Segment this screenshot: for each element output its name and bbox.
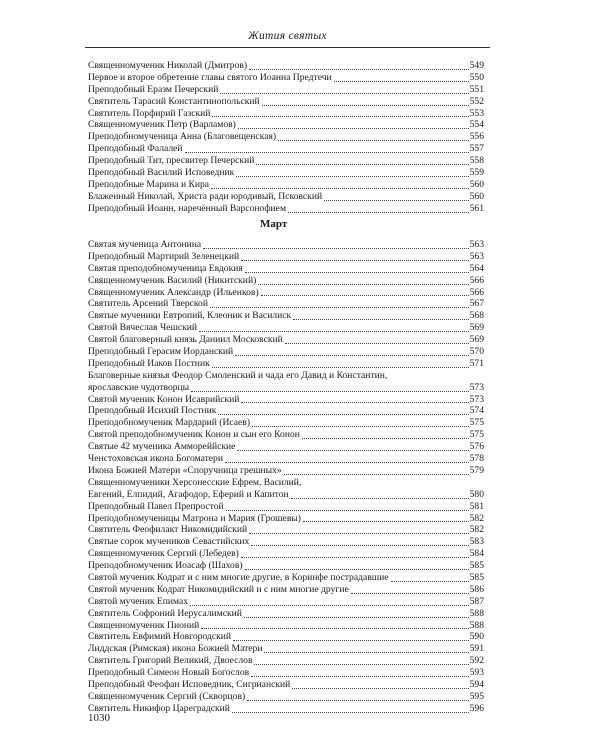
toc-entry-page: 560 — [469, 178, 484, 190]
dot-leader — [233, 640, 469, 641]
toc-entry-page: 561 — [469, 202, 484, 214]
toc-entry-page: 576 — [469, 441, 484, 453]
toc-entry — [88, 394, 484, 406]
dot-leader — [391, 581, 469, 582]
toc-entry-page: 552 — [469, 95, 484, 107]
toc-february-list — [88, 60, 484, 215]
toc-entry — [88, 453, 484, 465]
toc-entry-title: Первое и второе обретение главы святого Иоанна Предтечи — [88, 71, 332, 83]
toc-entry-page: 557 — [469, 143, 484, 155]
toc-entry-page: 551 — [469, 83, 484, 95]
toc-entry-title: Преподобный Еразм Печерский — [88, 83, 219, 95]
toc-entry — [88, 643, 484, 655]
toc-entry — [88, 287, 484, 299]
toc-entry-page: 573 — [469, 381, 484, 393]
toc-entry-title: Евгений, Елпидий, Агафодор, Еферий и Капитон — [88, 488, 289, 500]
toc-entry-title: Святитель Феофилакт Никомидийский — [88, 524, 248, 536]
toc-entry-title: ярославские чудотворцы — [88, 381, 190, 393]
toc-entry-page: 573 — [469, 393, 484, 405]
toc-entry-page: 579 — [469, 464, 484, 476]
toc-entry — [88, 596, 484, 608]
toc-entry-title: Святитель Порфирий Газский — [88, 107, 211, 119]
dot-leader — [247, 700, 468, 701]
dot-leader — [256, 164, 468, 165]
toc-entry — [88, 572, 484, 584]
toc-entry-page: 583 — [469, 536, 484, 548]
toc-entry-page: 590 — [469, 631, 484, 643]
toc-entry — [88, 155, 484, 167]
toc-entry-page: 575 — [469, 417, 484, 429]
toc-entry-page: 592 — [469, 655, 484, 667]
toc-entry — [88, 251, 484, 263]
toc-entry-title: Священномученик Сергий (Скворцов) — [88, 690, 246, 702]
toc-entry-title: Святой Вячеслав Чешский — [88, 322, 198, 334]
toc-entry — [88, 263, 484, 275]
dot-leader — [212, 116, 468, 117]
toc-entry-title: Преподобный Иаков Постник — [88, 357, 210, 369]
toc-entry — [88, 548, 484, 560]
toc-entry-title: Святой мученик Епимах — [88, 595, 189, 607]
dot-leader — [264, 652, 468, 653]
toc-entry-title: Преподобный Павел Препростой — [88, 500, 224, 512]
dot-leader — [291, 498, 469, 499]
toc-entry — [88, 691, 484, 703]
toc-entry — [88, 239, 484, 251]
toc-entry — [88, 429, 484, 441]
toc-entry-title: Икона Божией Матери «Споручница грешных» — [88, 464, 282, 476]
toc-entry-page: 582 — [469, 512, 484, 524]
toc-entry — [88, 620, 484, 632]
toc-entry-title: Блаженный Николай, Христа ради юродивый, Псковский — [88, 190, 323, 202]
dot-leader — [292, 688, 468, 689]
toc-entry-title: Преподобномученик Иоасаф (Шахов) — [88, 560, 243, 572]
toc-entry-page: 569 — [469, 322, 484, 334]
toc-entry — [88, 441, 484, 453]
toc-entry-title: Святой мученик Кодрат Никомидийский и с ним многие другие — [88, 583, 349, 595]
toc-entry-title: Преподобномученик Мардарий (Исаев) — [88, 417, 251, 429]
toc-entry-title: Преподобный Исихий Постник — [88, 405, 217, 417]
toc-entry — [88, 322, 484, 334]
dot-leader — [303, 521, 469, 522]
dot-leader — [254, 664, 468, 665]
toc-entry — [88, 203, 484, 215]
toc-entry — [88, 608, 484, 620]
toc-entry — [88, 417, 484, 429]
toc-entry-page: 595 — [469, 690, 484, 702]
toc-entry-page: 582 — [469, 524, 484, 536]
dot-leader — [237, 450, 468, 451]
toc-entry — [88, 191, 484, 203]
toc-entry-title: Святитель Тарасий Константинопольский — [88, 95, 260, 107]
toc-entry-title: Святой благоверный князь Даниил Московский — [88, 334, 283, 346]
toc-entry-title: Святые 42 мученика Аммореййские — [88, 441, 236, 453]
dot-leader — [220, 93, 468, 94]
toc-entry-page: 567 — [469, 298, 484, 310]
toc-entry — [88, 167, 484, 179]
toc-entry-title: Преподобный Фалалей — [88, 143, 183, 155]
dot-leader — [203, 248, 468, 249]
header-rule — [85, 47, 490, 48]
toc-entry-page: 581 — [469, 500, 484, 512]
toc-entry-title: Лиддская (Римская) икона Божией Матери — [88, 643, 263, 655]
dot-leader — [251, 545, 468, 546]
toc-entry-title: Ченстоховская икона Богоматери — [88, 453, 223, 465]
toc-march-list — [88, 239, 484, 715]
toc-entry-page: 588 — [469, 607, 484, 619]
toc-entry-page: 584 — [469, 548, 484, 560]
toc-entry — [88, 524, 484, 536]
toc-entry — [88, 584, 484, 596]
toc-entry-title: Святой мученик Кодрат и с ним многие другие, в Коринфе пострадавшие — [88, 571, 389, 583]
toc-entry-title: Святая мученица Антонина — [88, 238, 202, 250]
running-header: Жития святых — [248, 30, 327, 42]
toc-entry-title: Святые мученики Евтропий, Клеоник и Василиск — [88, 310, 292, 322]
toc-entry-title: Святая преподобномученица Евдокия — [88, 262, 243, 274]
toc-entry-title: Преподобные Марина и Кира — [88, 178, 210, 190]
toc-entry-page: 559 — [469, 167, 484, 178]
toc-entry-page: 556 — [469, 131, 484, 143]
dot-leader — [225, 462, 469, 463]
toc-entry — [88, 84, 484, 96]
toc-entry — [88, 513, 484, 525]
toc-entry-title: Святой мученик Конон Исаврийский — [88, 393, 240, 405]
toc-entry — [88, 631, 484, 643]
toc-entry — [88, 501, 484, 513]
toc-entry-page: 568 — [469, 310, 484, 322]
dot-leader — [218, 414, 468, 415]
toc-entry-page: 558 — [469, 155, 484, 167]
dot-leader — [185, 152, 469, 153]
toc-entry — [88, 179, 484, 191]
dot-leader — [245, 569, 469, 570]
toc-entry-title: Преподобный Герасим Иорданский — [88, 346, 234, 357]
toc-entry — [88, 108, 484, 120]
dot-leader — [232, 712, 469, 713]
toc-entry-title: Священномученик Сергий (Лебедев) — [88, 548, 239, 560]
toc-entry-title: Священномученик Петр (Варламов) — [88, 119, 236, 131]
dot-leader — [252, 426, 469, 427]
toc-entry — [88, 346, 484, 358]
toc-entry — [88, 275, 484, 287]
toc-entry-page: 580 — [469, 488, 484, 500]
toc-entry — [88, 298, 484, 310]
section-title-march: Март — [260, 218, 288, 230]
toc-entry-page: 569 — [469, 334, 484, 346]
toc-entry-title: Святые сорок мучеников Севастийских — [88, 536, 250, 548]
toc-entry-page: 571 — [469, 357, 484, 369]
dot-leader — [226, 510, 469, 511]
toc-entry-title-line1: Благоверные князья Феодор Смоленский и чада его Давид и Константин, — [88, 369, 388, 381]
dot-leader — [258, 284, 468, 285]
toc-entry — [88, 370, 484, 394]
toc-entry-title: Священномученик Александр (Ильенков) — [88, 286, 259, 298]
toc-entry — [88, 96, 484, 108]
dot-leader — [236, 176, 468, 177]
dot-leader — [244, 617, 469, 618]
dot-leader — [351, 593, 469, 594]
dot-leader — [285, 343, 469, 344]
toc-entry-title: Святой преподобномученик Конон и сын его Конон — [88, 429, 300, 441]
toc-entry-page: 575 — [469, 429, 484, 441]
toc-entry-title: Святитель Евфимий Новгородский — [88, 631, 232, 643]
toc-entry — [88, 310, 484, 322]
toc-entry-title: Преподобный Феофан Исповедник, Сигрианский — [88, 678, 291, 690]
toc-entry — [88, 405, 484, 417]
toc-entry-title: Преподобный Симеон Новый Богослов — [88, 667, 250, 679]
toc-entry-title: Священномученик Пионий — [88, 619, 200, 631]
toc-entry-page: 550 — [469, 71, 484, 83]
toc-entry-page: 574 — [469, 405, 484, 417]
toc-entry-page: 560 — [469, 190, 484, 202]
toc-entry — [88, 655, 484, 667]
toc-entry-page: 587 — [469, 595, 484, 607]
dot-leader — [212, 367, 469, 368]
toc-entry-title: Святитель Софроний Иерусалимский — [88, 607, 242, 619]
toc-entry-title: Святитель Григорий Великий, Двоеслов — [88, 655, 253, 667]
toc-entry-page: 591 — [469, 643, 484, 655]
toc-entry-page: 578 — [469, 453, 484, 465]
dot-leader — [278, 140, 469, 141]
toc-entry — [88, 703, 484, 715]
toc-entry-page: 553 — [469, 107, 484, 119]
toc-entry — [88, 465, 484, 477]
dot-leader — [284, 474, 469, 475]
toc-entry-page: 594 — [469, 678, 484, 690]
dot-leader — [201, 628, 468, 629]
toc-entry — [88, 119, 484, 131]
dot-leader — [199, 331, 469, 332]
dot-leader — [249, 69, 469, 70]
toc-entry-page: 596 — [469, 702, 484, 714]
toc-entry-title: Преподобный Василий Исповедник — [88, 167, 235, 178]
dot-leader — [324, 200, 469, 201]
dot-leader — [191, 391, 468, 392]
dot-leader — [241, 402, 468, 403]
toc-entry — [88, 536, 484, 548]
toc-entry — [88, 60, 484, 72]
dot-leader — [235, 355, 468, 356]
toc-entry-page: 570 — [469, 346, 484, 357]
toc-entry-page: 563 — [469, 250, 484, 262]
toc-entry — [88, 679, 484, 691]
toc-entry-page: 566 — [469, 274, 484, 286]
dot-leader — [211, 188, 469, 189]
toc-entry — [88, 72, 484, 84]
dot-leader — [251, 676, 468, 677]
toc-entry — [88, 358, 484, 370]
dot-leader — [249, 533, 469, 534]
dot-leader — [261, 295, 469, 296]
toc-entry-title: Преподобный Тит, пресвитер Печерский — [88, 155, 255, 167]
dot-leader — [302, 438, 469, 439]
dot-leader — [288, 212, 469, 213]
page-number: 1030 — [88, 712, 110, 724]
toc-entry-title: Священномученик Василий (Никитский) — [88, 274, 257, 286]
dot-leader — [245, 272, 469, 273]
dot-leader — [241, 260, 468, 261]
toc-entry — [88, 667, 484, 679]
toc-entry-title-line1: Священномученики Херсонесские Ефрем, Василий, — [88, 476, 302, 488]
toc-entry-title: Преподобный Мартирий Зеленецкий — [88, 250, 240, 262]
dot-leader — [241, 557, 469, 558]
toc-entry — [88, 477, 484, 501]
toc-entry-title: Святитель Никифор Цареградский — [88, 702, 230, 714]
dot-leader — [210, 307, 469, 308]
toc-entry — [88, 560, 484, 572]
toc-entry-page: 563 — [469, 238, 484, 250]
dot-leader — [334, 81, 469, 82]
toc-entry-page: 593 — [469, 667, 484, 679]
dot-leader — [238, 128, 469, 129]
dot-leader — [190, 605, 469, 606]
toc-entry-page: 549 — [469, 59, 484, 71]
toc-entry-page: 586 — [469, 583, 484, 595]
dot-leader — [293, 319, 468, 320]
toc-entry-title: Преподобный Иоанн, наречённый Варсонофием — [88, 202, 287, 214]
toc-entry-page: 585 — [469, 560, 484, 572]
toc-entry — [88, 143, 484, 155]
toc-entry-title: Священномученик Николай (Дмитров) — [88, 59, 248, 71]
dot-leader — [262, 105, 469, 106]
toc-entry-title: Святитель Арсений Тверской — [88, 298, 208, 310]
toc-entry-page: 554 — [469, 119, 484, 131]
toc-entry-page: 564 — [469, 262, 484, 274]
toc-entry-page: 566 — [469, 286, 484, 298]
toc-entry-title: Преподобномученицы Матрона и Мария (Грошевы) — [88, 512, 301, 524]
toc-entry-page: 588 — [469, 619, 484, 631]
toc-entry — [88, 131, 484, 143]
toc-entry-page: 585 — [469, 571, 484, 583]
toc-entry-title: Преподобномученица Анна (Благовещенская) — [88, 131, 277, 143]
toc-entry — [88, 334, 484, 346]
